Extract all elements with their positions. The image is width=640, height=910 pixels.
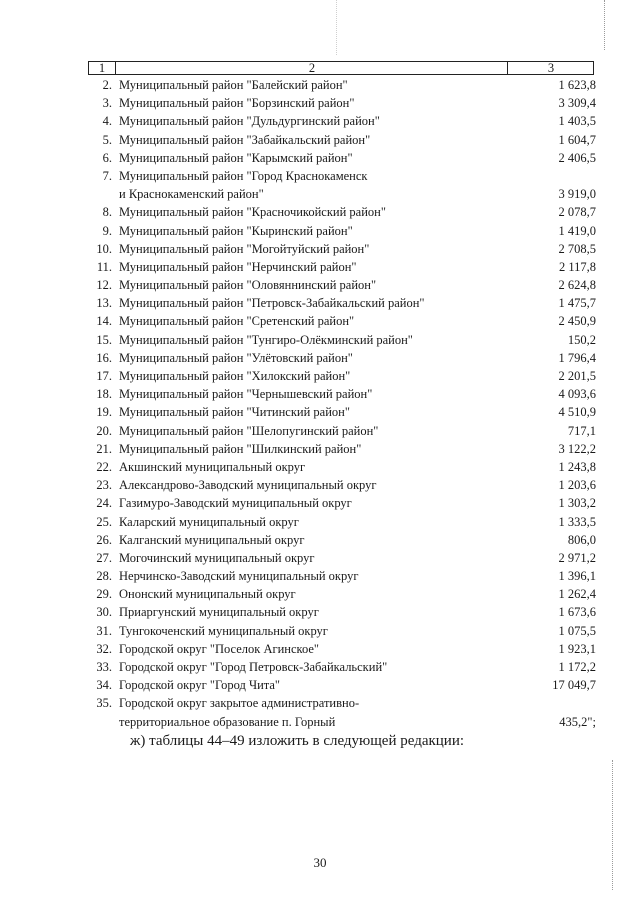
row-number: 16. — [96, 350, 112, 365]
row-value: 1 604,7 — [558, 132, 596, 147]
table-row — [88, 513, 608, 531]
row-value: 1 403,5 — [558, 114, 596, 129]
row-name: Городской округ "Город Петровск-Забайкальский" — [119, 660, 388, 675]
row-value: 2 708,5 — [558, 241, 596, 256]
row-number: 34. — [96, 678, 112, 693]
row-name: Газимуро-Заводский муниципальный округ — [119, 496, 352, 511]
row-name: Городской округ "Город Чита" — [119, 678, 281, 693]
table-row — [88, 458, 608, 476]
table-row — [88, 676, 608, 694]
table-row — [88, 494, 608, 512]
row-name: Муниципальный район "Город Краснокаменск и Краснокаменский район" — [119, 168, 368, 202]
row-value: 806,0 — [567, 532, 596, 547]
row-value: 1 796,4 — [558, 350, 596, 365]
row-number: 31. — [96, 623, 112, 638]
row-name: Приаргунский муниципальный округ — [119, 605, 319, 620]
table-row — [88, 640, 608, 658]
scan-fold-mark — [336, 0, 337, 55]
row-name: Муниципальный район "Дульдургинский район" — [119, 114, 380, 129]
row-number: 23. — [96, 478, 112, 493]
row-value: 1 623,8 — [558, 77, 596, 92]
row-name: Муниципальный район "Шелопугинский район" — [119, 423, 379, 438]
table-row — [88, 440, 608, 458]
table-row — [88, 531, 608, 549]
header-col-2: 2 — [115, 62, 508, 74]
row-name: Муниципальный район "Читинский район" — [119, 405, 350, 420]
row-name: Муниципальный район "Забайкальский район" — [119, 132, 371, 147]
table-row — [88, 422, 608, 440]
row-name: Муниципальный район "Нерчинский район" — [119, 259, 357, 274]
table-row — [88, 567, 608, 585]
scan-edge-mark — [604, 0, 605, 50]
table-row — [88, 94, 608, 112]
row-value: 1 673,6 — [558, 605, 596, 620]
row-name: Муниципальный район "Тунгиро-Олёкминский район" — [119, 332, 413, 347]
table-row — [88, 149, 608, 167]
table-row — [88, 312, 608, 330]
row-value: 2 624,8 — [558, 278, 596, 293]
table-row — [88, 367, 608, 385]
row-value: 150,2 — [567, 332, 596, 347]
row-name: Нерчинско-Заводский муниципальный округ — [119, 569, 359, 584]
row-value: 4 510,9 — [558, 405, 596, 420]
row-number: 2. — [102, 78, 112, 92]
row-number: 5. — [102, 132, 112, 147]
row-name: Могочинский муниципальный округ — [119, 550, 315, 565]
row-number: 6. — [102, 150, 112, 165]
row-value: 4 093,6 — [558, 387, 596, 402]
row-number: 9. — [102, 223, 112, 238]
row-value: 1 075,5 — [558, 623, 596, 638]
table-row — [88, 331, 608, 349]
row-name: Муниципальный район "Петровск-Забайкальский район" — [119, 296, 425, 311]
row-name: Муниципальный район "Улётовский район" — [119, 350, 353, 365]
row-value: 1 475,7 — [558, 296, 596, 311]
row-name: Муниципальный район "Кыринский район" — [119, 223, 353, 238]
row-number: 11. — [96, 259, 112, 274]
row-number: 25. — [96, 514, 112, 529]
row-number: 17. — [96, 369, 112, 384]
table-row — [88, 694, 608, 730]
row-value: 2 406,5 — [558, 150, 596, 165]
table-row — [88, 240, 608, 258]
table-row — [88, 349, 608, 367]
table-row — [88, 385, 608, 403]
row-number: 22. — [96, 459, 112, 474]
row-value: 17 049,7 — [552, 678, 596, 693]
row-number: 3. — [102, 96, 112, 111]
row-number: 14. — [96, 314, 112, 329]
row-number: 30. — [96, 605, 112, 620]
row-name: Муниципальный район "Хилокский район" — [119, 369, 351, 384]
table-row — [88, 167, 608, 203]
row-number: 24. — [96, 496, 112, 511]
row-number: 4. — [102, 114, 112, 129]
row-number: 28. — [96, 569, 112, 584]
row-number: 15. — [96, 332, 112, 347]
header-col-3: 3 — [507, 62, 594, 74]
row-value: 1 419,0 — [558, 223, 596, 238]
table-body — [88, 76, 608, 731]
row-name: Муниципальный район "Шилкинский район" — [119, 441, 362, 456]
row-number: 29. — [96, 587, 112, 602]
row-number: 26. — [96, 532, 112, 547]
row-value: 2 971,2 — [558, 550, 596, 565]
row-value: 1 172,2 — [558, 660, 596, 674]
row-value: 3 309,4 — [558, 96, 596, 111]
row-name: Акшинский муниципальный округ — [119, 459, 306, 474]
row-number: 27. — [96, 550, 112, 565]
table-row — [88, 131, 608, 149]
row-name: Тунгокоченский муниципальный округ — [119, 623, 328, 638]
table-row — [88, 294, 608, 312]
table-row — [88, 585, 608, 603]
row-name: Муниципальный район "Чернышевский район" — [119, 387, 373, 402]
row-name: Калганский муниципальный округ — [119, 532, 305, 547]
row-value: 1 303,2 — [558, 496, 596, 511]
row-value: 1 923,1 — [558, 641, 596, 656]
row-number: 35. — [96, 696, 112, 711]
row-value: 2 201,5 — [558, 369, 596, 383]
row-number: 13. — [96, 296, 112, 311]
table-row — [88, 203, 608, 221]
row-value: 435,2"; — [559, 714, 596, 729]
row-number: 33. — [96, 660, 112, 675]
row-name: Городской округ "Поселок Агинское" — [119, 641, 320, 656]
row-value: 717,1 — [567, 423, 596, 438]
row-value: 1 203,6 — [558, 478, 596, 493]
row-value: 3 919,0 — [558, 187, 596, 202]
row-value: 1 262,4 — [558, 587, 596, 602]
row-value: 1 333,5 — [558, 514, 596, 529]
row-value: 3 122,2 — [558, 441, 596, 456]
row-value: 1 396,1 — [558, 569, 596, 584]
table-row — [88, 112, 608, 130]
row-number: 20. — [96, 423, 112, 438]
row-name: Муниципальный район "Балейский район" — [119, 78, 348, 92]
table-row — [88, 549, 608, 567]
row-number: 32. — [96, 641, 112, 656]
row-name: Муниципальный район "Сретенский район" — [119, 314, 355, 329]
table-row — [88, 658, 608, 676]
row-name: Муниципальный район "Могойтуйский район" — [119, 241, 370, 256]
row-number: 10. — [96, 241, 112, 256]
table-row — [88, 622, 608, 640]
row-number: 21. — [96, 441, 112, 456]
table-header-row — [88, 61, 594, 75]
table-row — [88, 476, 608, 494]
row-number: 12. — [96, 278, 112, 293]
row-name: Муниципальный район "Оловяннинский район" — [119, 278, 377, 293]
row-name: Ононский муниципальный округ — [119, 587, 296, 602]
header-col-1: 1 — [98, 61, 106, 75]
row-name: Городской округ закрытое административно- территориальное образование п. Горный — [119, 696, 360, 729]
row-value: 2 450,9 — [558, 314, 596, 329]
table-row — [88, 276, 608, 294]
page-number: 30 — [313, 855, 327, 870]
row-number: 8. — [102, 205, 112, 220]
row-value: 2 117,8 — [558, 259, 596, 274]
row-name: Александрово-Заводский муниципальный округ — [119, 478, 377, 493]
row-name: Муниципальный район "Карымский район" — [119, 150, 353, 165]
table-row — [88, 222, 608, 240]
row-name: Муниципальный район "Красночикойский район" — [119, 205, 386, 220]
row-value: 1 243,8 — [558, 459, 596, 474]
row-name: Каларский муниципальный округ — [119, 514, 299, 529]
row-number: 7. — [102, 168, 112, 183]
row-number: 18. — [96, 387, 112, 402]
row-name: Муниципальный район "Борзинский район" — [119, 96, 355, 111]
table-row — [88, 258, 608, 276]
table-row — [88, 603, 608, 621]
row-number: 19. — [96, 405, 112, 420]
table-row — [88, 76, 608, 94]
instruction-text: ж) таблицы 44–49 изложить в следующей редакции: — [130, 733, 465, 749]
row-value: 2 078,7 — [558, 205, 596, 220]
table-row — [88, 403, 608, 421]
